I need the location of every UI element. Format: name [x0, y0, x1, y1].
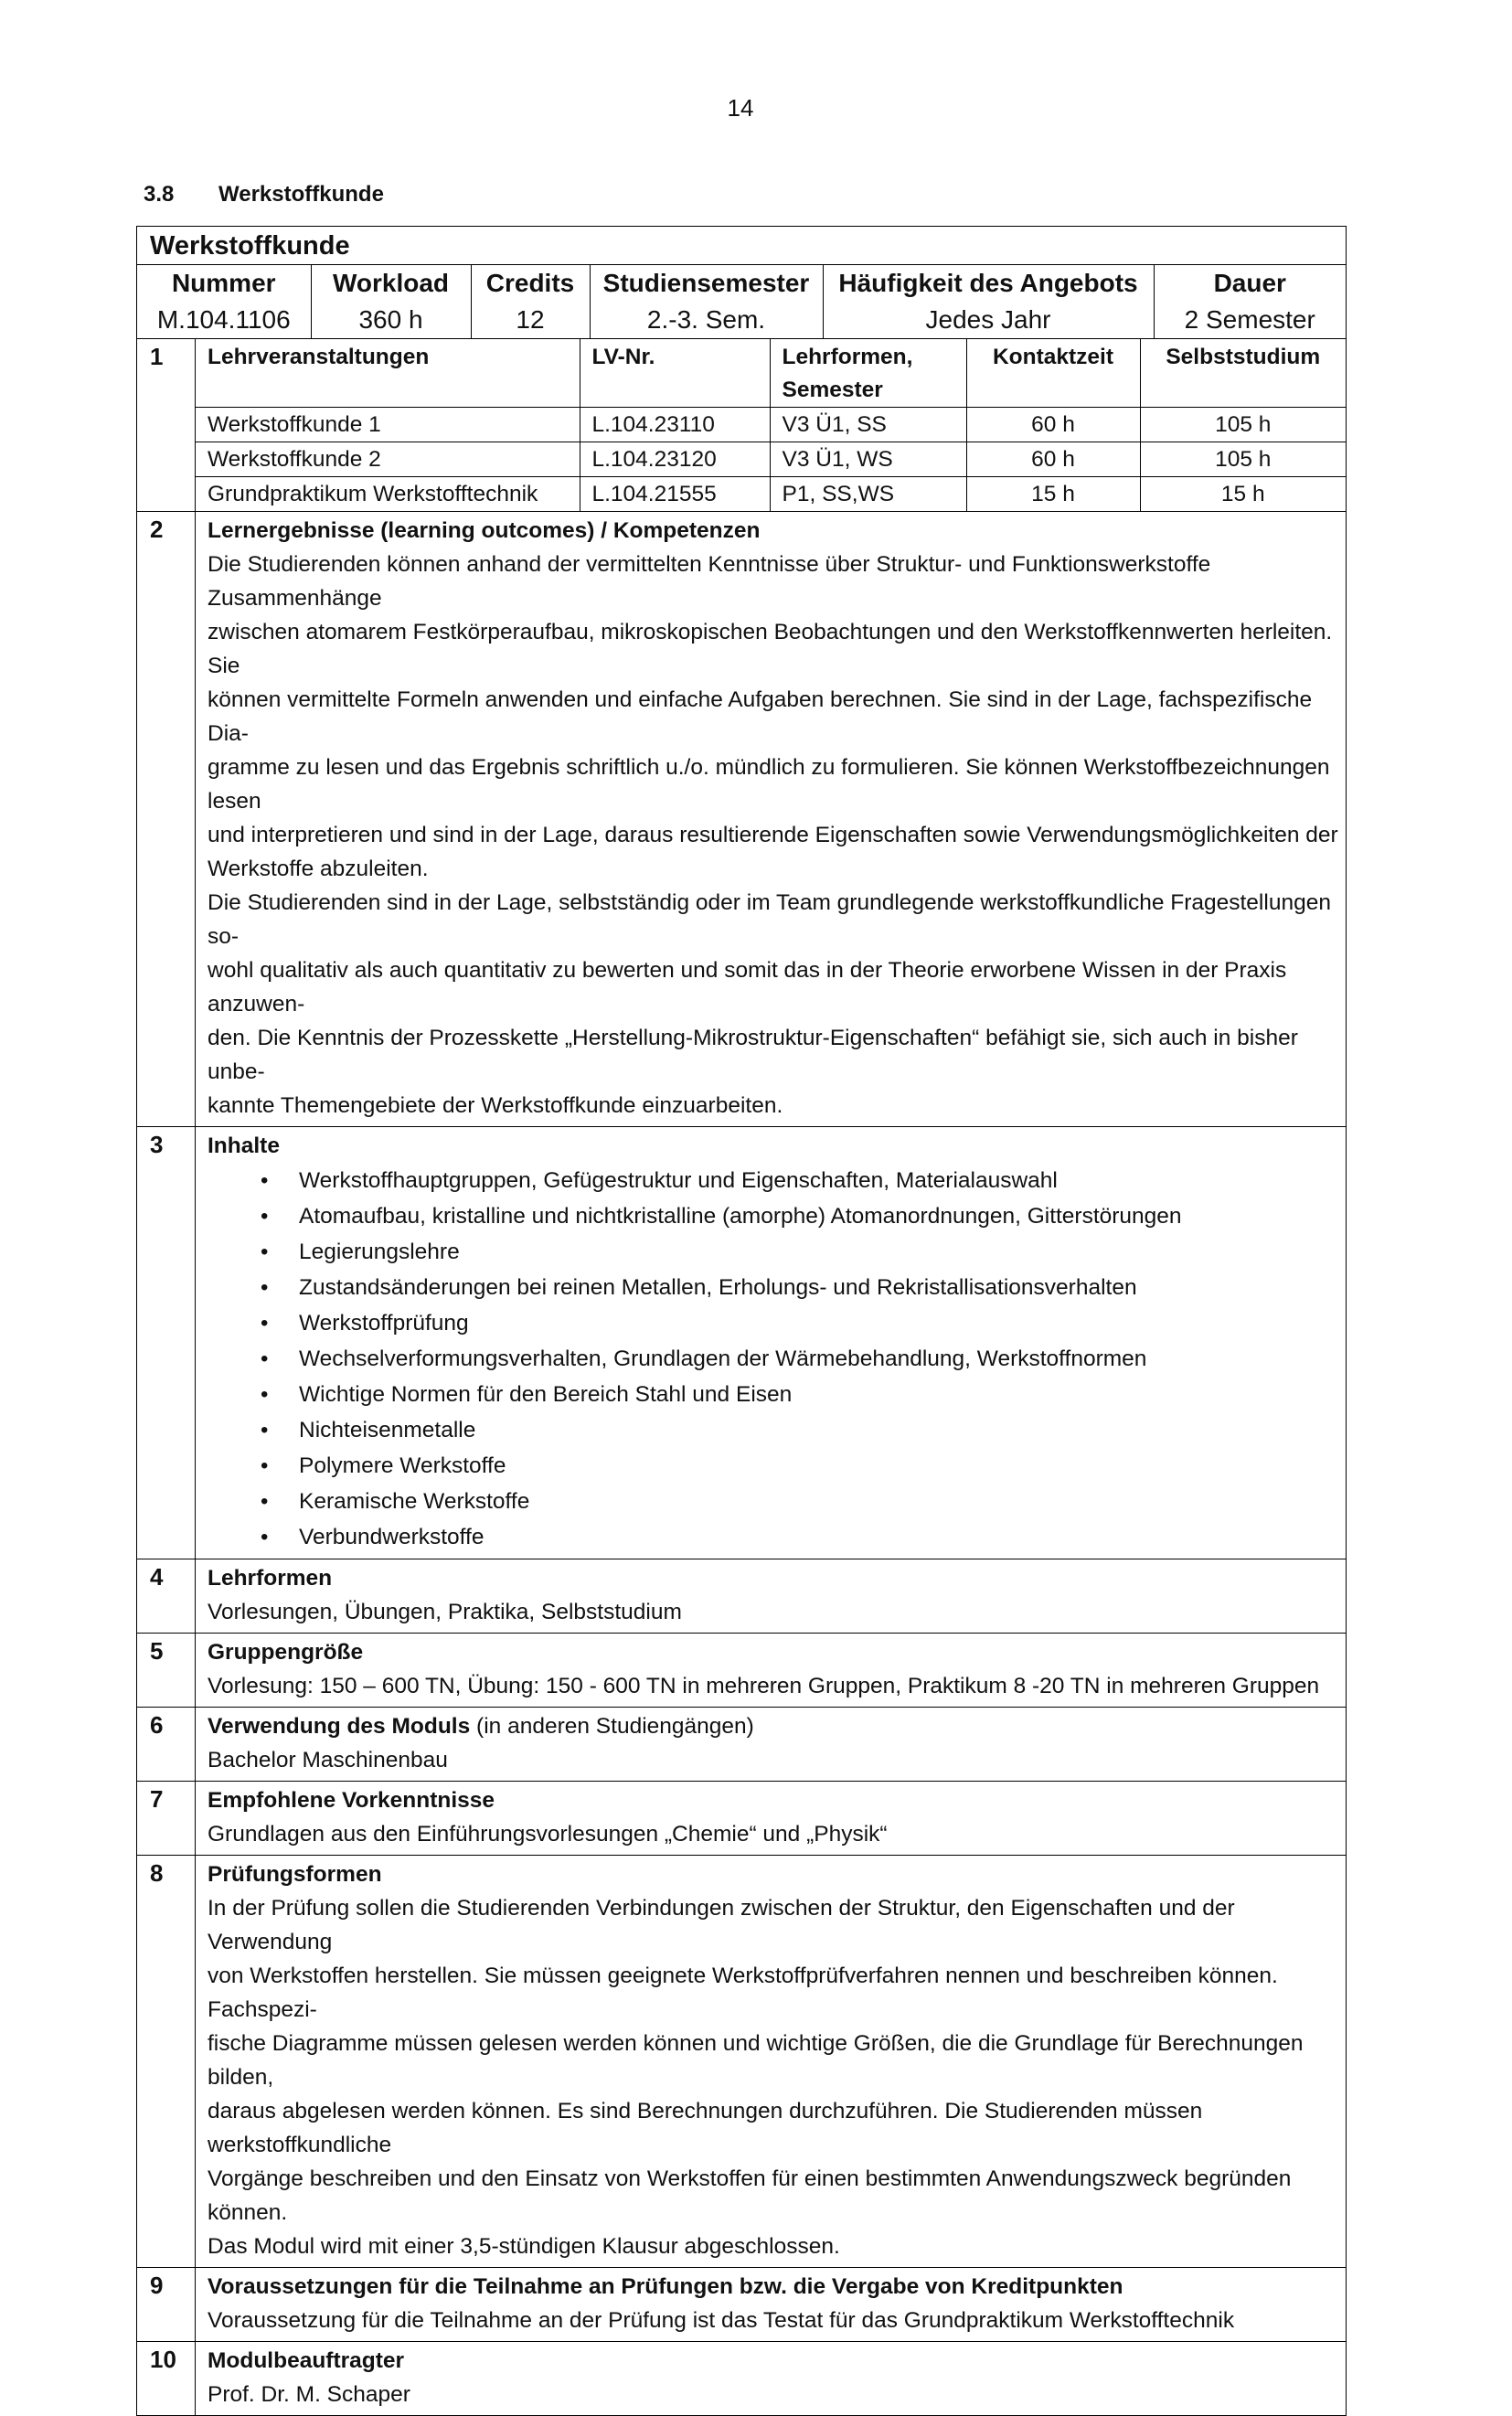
page-number: 14 [727, 94, 754, 122]
section-8-line: Das Modul wird mit einer 3,5-stündigen Klausur abgeschlossen. [208, 2234, 840, 2259]
section-6-label: Verwendung des Moduls [208, 1714, 471, 1739]
section-2-line: den. Die Kenntnis der Prozesskette „Herstellung-Mikrostruktur-Eigenschaften“ befähigt sie, sich auch in bisher unbe- [208, 1026, 1298, 1084]
section-8-number: 8 [137, 1856, 196, 2267]
list-item: • Werkstoffprüfung [299, 1305, 1346, 1341]
section-3 [137, 1127, 1346, 1559]
lv-name: Werkstoffkunde 1 [196, 408, 580, 442]
lv-contact-time: 60 h [966, 442, 1140, 477]
section-2-line: kannte Themengebiete der Werkstoffkunde einzuarbeiten. [208, 1093, 783, 1118]
lv-header-selbststudium: Selbststudium [1140, 339, 1346, 408]
lv-contact-time: 60 h [966, 408, 1140, 442]
section-7-number: 7 [137, 1782, 196, 1855]
section-9-label: Voraussetzungen für die Teilnahme an Prüfungen bzw. die Vergabe von Kreditpunkten [208, 2274, 1123, 2299]
section-2-number: 2 [137, 512, 196, 1126]
section-9-number: 9 [137, 2268, 196, 2341]
list-item: • Legierungslehre [299, 1234, 1346, 1270]
lv-table [196, 339, 1346, 511]
section-number: 3.8 [144, 182, 175, 207]
section-8-line: von Werkstoffen herstellen. Sie müssen geeignete Werkstoffprüfverfahren nennen und beschreiben können. Fachspezi- [208, 1964, 1278, 2022]
section-7-label: Empfohlene Vorkenntnisse [208, 1788, 495, 1813]
lv-form: V3 Ü1, WS [770, 442, 966, 477]
section-2-label: Lernergebnisse (learning outcomes) / Kompetenzen [208, 518, 761, 543]
section-4 [137, 1559, 1346, 1634]
section-8-line: In der Prüfung sollen die Studierenden Verbindungen zwischen der Struktur, den Eigenschaften und der Verwendung [208, 1896, 1235, 1954]
lv-form: V3 Ü1, SS [770, 408, 966, 442]
section-9 [137, 2268, 1346, 2342]
list-item: • Verbundwerkstoffe [299, 1519, 1346, 1555]
section-2 [137, 512, 1346, 1127]
header-label-workload: Workload [311, 265, 471, 302]
lv-self-study: 15 h [1220, 481, 1265, 506]
lv-self-study: 105 h [1140, 442, 1346, 477]
section-5-label: Gruppengröße [208, 1640, 364, 1665]
module-header [137, 265, 1346, 339]
module-table [136, 226, 1347, 2416]
header-value-workload: 360 h [311, 302, 471, 338]
section-2-line: Die Studierenden können anhand der vermittelten Kenntnisse über Struktur- und Funktionswerkstoffe Zusammenhänge [208, 552, 1211, 611]
section-7-text: Grundlagen aus den Einführungsvorlesungen „Chemie“ und „Physik“ [208, 1822, 888, 1847]
header-label-nummer: Nummer [137, 265, 311, 302]
section-10-number: 10 [137, 2342, 196, 2415]
header-value-studiensemester: 2.-3. Sem. [590, 302, 823, 338]
section-2-line: Die Studierenden sind in der Lage, selbstständig oder im Team grundlegende werkstoffkundliche Fragestellungen so- [208, 890, 1331, 949]
header-label-haeufigkeit: Häufigkeit des Angebots [823, 265, 1154, 302]
module-header-table [137, 265, 1346, 338]
lv-header-lehrveranstaltungen: Lehrveranstaltungen [196, 339, 580, 408]
lv-header-kontaktzeit: Kontaktzeit [966, 339, 1140, 408]
table-row [196, 408, 1346, 442]
header-value-nummer: M.104.1106 [137, 302, 311, 338]
section-2-line: wohl qualitativ als auch quantitativ zu bewerten und somit das in der Theorie erworbene Wissen in der Praxis anzuwen- [208, 958, 1287, 1016]
section-10-label: Modulbeauftragter [208, 2348, 405, 2373]
section-4-number: 4 [137, 1559, 196, 1633]
lv-number: L.104.21555 [580, 477, 770, 512]
contents-list [208, 1163, 1346, 1555]
section-3-label: Inhalte [208, 1133, 280, 1158]
section-8-line: daraus abgelesen werden können. Es sind Berechnungen durchzuführen. Die Studierenden müssen werkstoffkundliche [208, 2099, 1203, 2157]
list-item: • Wichtige Normen für den Bereich Stahl und Eisen [299, 1377, 1346, 1412]
list-item: • Zustandsänderungen bei reinen Metallen, Erholungs- und Rekristallisationsverhalten [299, 1270, 1346, 1305]
section-5-text: Vorlesung: 150 – 600 TN, Übung: 150 - 600 TN in mehreren Gruppen, Praktikum 8 -20 TN in mehreren Gruppen [208, 1674, 1320, 1698]
section-8-label: Prüfungsformen [208, 1862, 382, 1887]
section-4-text: Vorlesungen, Übungen, Praktika, Selbststudium [208, 1600, 682, 1624]
section-2-line: Werkstoffe abzuleiten. [208, 857, 429, 881]
lv-contact-time: 15 h [966, 477, 1140, 512]
header-value-haeufigkeit: Jedes Jahr [823, 302, 1154, 338]
section-2-line: zwischen atomarem Festkörperaufbau, mikroskopischen Beobachtungen und den Werkstoffkennwerten herleiten. Sie [208, 620, 1333, 678]
lv-name: Grundpraktikum Werkstofftechnik [196, 477, 580, 512]
header-label-studiensemester: Studiensemester [590, 265, 823, 302]
section-6-number: 6 [137, 1708, 196, 1781]
section-10-text: Prof. Dr. M. Schaper [208, 2382, 410, 2407]
list-item: • Polymere Werkstoffe [299, 1448, 1346, 1484]
section-1 [137, 339, 1346, 512]
lv-self-study: 105 h [1140, 408, 1346, 442]
header-value-dauer: 2 Semester [1184, 305, 1315, 334]
section-heading [144, 182, 384, 208]
list-item: • Keramische Werkstoffe [299, 1484, 1346, 1519]
list-item: • Wechselverformungsverhalten, Grundlagen der Wärmebehandlung, Werkstoffnormen [299, 1341, 1346, 1377]
section-2-line: können vermittelte Formeln anwenden und einfache Aufgaben berechnen. Sie sind in der Lage, fachspezifische Dia- [208, 687, 1313, 746]
lv-number: L.104.23110 [580, 408, 770, 442]
header-label-dauer: Dauer [1213, 269, 1286, 297]
section-6 [137, 1708, 1346, 1782]
section-9-text: Voraussetzung für die Teilnahme an der Prüfung ist das Testat für das Grundpraktikum Werkstofftechnik [208, 2308, 1235, 2333]
table-row [196, 442, 1346, 477]
lv-header-lehrformen: Lehrformen, Semester [770, 339, 966, 408]
section-6-heading [208, 1709, 1346, 1743]
section-8 [137, 1856, 1346, 2268]
section-5 [137, 1634, 1346, 1708]
lv-form: P1, SS,WS [770, 477, 966, 512]
list-item: • Nichteisenmetalle [299, 1412, 1346, 1448]
header-label-credits: Credits [471, 265, 590, 302]
section-2-line: und interpretieren und sind in der Lage, daraus resultierende Eigenschaften sowie Verwendungsmöglichkeiten der [208, 823, 1338, 847]
list-item: • Werkstoffhauptgruppen, Gefügestruktur und Eigenschaften, Materialauswahl [299, 1163, 1346, 1198]
section-6-text: Bachelor Maschinenbau [208, 1748, 448, 1772]
section-5-number: 5 [137, 1634, 196, 1707]
section-8-line: fische Diagramme müssen gelesen werden können und wichtige Größen, die die Grundlage für Berechnungen bilden, [208, 2031, 1304, 2090]
section-8-line: Vorgänge beschreiben und den Einsatz von Werkstoffen für einen bestimmten Anwendungszweck begründen können. [208, 2166, 1292, 2225]
section-6-label-suffix: (in anderen Studiengängen) [470, 1714, 754, 1739]
list-item: • Atomaufbau, kristalline und nichtkristalline (amorphe) Atomanordnungen, Gitterstörungen [299, 1198, 1346, 1234]
section-3-number: 3 [137, 1127, 196, 1559]
section-title: Werkstoffkunde [218, 182, 384, 207]
section-4-label: Lehrformen [208, 1566, 333, 1591]
section-10 [137, 2342, 1346, 2415]
section-7 [137, 1782, 1346, 1856]
lv-number: L.104.23120 [580, 442, 770, 477]
module-title: Werkstoffkunde [137, 227, 1346, 265]
section-1-number: 1 [137, 339, 196, 511]
section-2-line: gramme zu lesen und das Ergebnis schriftlich u./o. mündlich zu formulieren. Sie können Werkstoffbezeichnungen lesen [208, 755, 1330, 814]
table-row [196, 477, 1346, 512]
lv-name: Werkstoffkunde 2 [196, 442, 580, 477]
lv-header-lv-nr: LV-Nr. [580, 339, 770, 408]
header-value-credits: 12 [471, 302, 590, 338]
